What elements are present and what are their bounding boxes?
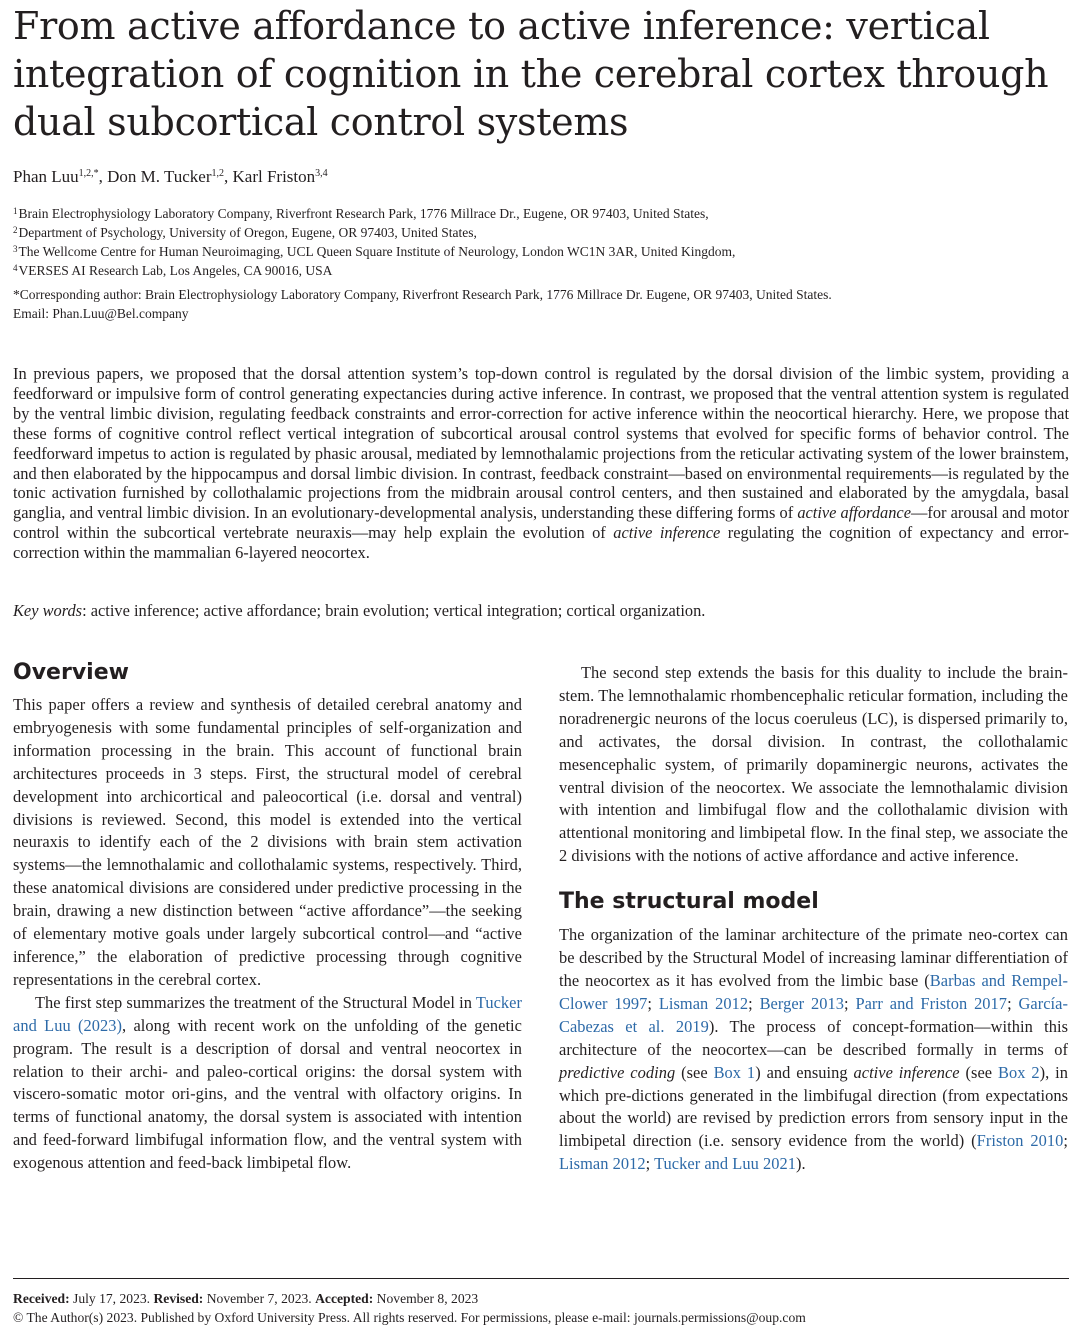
corresponding-author-email[interactable]: Email: Phan.Luu@Bel.company: [13, 306, 189, 321]
keywords-text: active inference; active affordance; brain evolution; vertical integration; cortical organization.: [90, 601, 706, 620]
author-name: Don M. Tucker: [107, 167, 212, 186]
corresponding-author: [13, 285, 832, 323]
footer-divider: [13, 1278, 1069, 1279]
box-link[interactable]: Box 1: [713, 1062, 756, 1082]
structural-model-paragraph: The organization of the laminar architecture of the primate neo-cortex can be described by the Structural Model of increasing laminar differentiation of the neocortex as it has evolved from the limbic base (Barbas and Rempel-Clower 1997; Lisman 2012; Berger 2013; Parr and Friston 2017; García-Cabezas et al. 2019). The process of concept-formation—within this architecture of the neocortex—can be described formally in terms of predictive coding (see Box 1) and ensuing active inference (see Box 2), in which pre-dictions generated in the limbifugal direction (from expectations about the world) are revised by prediction errors from sensory input in the limbipetal direction (i.e. sensory evidence from the world) (Friston 2010; Lisman 2012; Tucker and Luu 2021).: [559, 925, 1068, 1174]
citation-link[interactable]: Parr and Friston 2017: [855, 993, 1008, 1013]
section-heading-structural-model: The structural model: [559, 889, 819, 915]
affiliation-item: $^2$Department of Psychology, University of Oregon, Eugene, OR 97403, United States,: [13, 225, 477, 240]
citation-link[interactable]: Berger 2013: [759, 993, 844, 1013]
citation-link[interactable]: Tucker and Luu 2021: [654, 1154, 796, 1174]
author-affiliation-marker: 3,4: [315, 168, 328, 179]
abstract: In previous papers, we proposed that the dorsal attention system’s top-down control is regulated by the dorsal division of the limbic system, providing a feedforward or impulsive form of control generating expectancies during active inference. In contrast, we proposed that the ventral attention system is regulated by the ventral limbic division, regulating feedback constraints and error-correction for active inference within the neocortical hierarchy. Here, we propose that these forms of cognitive control reflect vertical integration of subcortical arousal control systems that evolved for specific forms of behavior control. The feedforward impetus to action is regulated by phasic arousal, mediated by lemnothalamic projections from the reticular activating system of the lower brainstem, and then elaborated by the hippocampus and dorsal limbic division. In contrast, feedback constraint—based on environmental requirements—is regulated by the tonic activation furnished by collothalamic projections from the midbrain arousal control centers, and then sustained and elaborated by the amygdala, basal ganglia, and ventral limbic division. In an evolutionary-developmental analysis, understanding these differing forms of active affordance—for arousal and motor control within the subcortical vertebrate neuraxis—may help explain the evolution of active inference regulating the cognition of expectancy and error-correction within the mammalian 6-layered neocortex.: [13, 364, 1070, 563]
keywords-label: Key words: [13, 601, 83, 620]
affiliation-item: $^1$Brain Electrophysiology Laboratory Company, Riverfront Research Park, 1776 Millrace Dr., Eugene, OR 97403, United States,: [13, 206, 709, 221]
left-column: [13, 658, 522, 1175]
article-title: From active affordance to active inference: vertical integration of cognition in the cerebral cortex through dual subcortical control systems: [13, 4, 1049, 144]
copyright-notice: © The Author(s) 2023. Published by Oxford University Press. All rights reserved. For permissions, please e-mail: journals.permissions@oup.com: [13, 1310, 806, 1325]
author-list: Phan Luu$^{1,2,*}$, Don M. Tucker$^{1,2}$, Karl Friston$^{3,4}$: [13, 167, 328, 186]
citation-link[interactable]: Lisman 2012: [658, 993, 749, 1013]
author-name: Karl Friston: [232, 167, 316, 186]
author-affiliation-marker: 1,2,*: [78, 168, 99, 179]
overview-paragraph: The second step extends the basis for this duality to include the brain-stem. The lemnothalamic rhombencephalic reticular formation, including the noradrenergic neurons of the locus coeruleus (LC), is dispersed primarily to, and activates, the dorsal division. In contrast, the collothalamic mesencephalic system, of primarily dopaminergic neurons, activates the ventral division of the neocortex. We associate the lemnothalamic division with intention and limbifugal flow and the collothalamic division with attentional monitoring and limbipetal flow. In the final step, we associate the 2 divisions with the notions of active affordance and active inference.: [559, 663, 1068, 866]
citation-link[interactable]: Tucker and Luu (2023): [13, 992, 522, 1035]
overview-paragraph: The first step summarizes the treatment of the Structural Model in Tucker and Luu (2023), along with recent work on the unfolding of the genetic program. The result is a description of dorsal and ventral neocortex in relation to their archi- and paleo-cortical origins: the dorsal system with viscero-somatic motor ori-gins, and the ventral with olfactory origins. In terms of functional anatomy, the dorsal system is associated with intention and feed-forward limbifugal information flow, and the ventral system with exogenous attention and feed-back limbipetal flow.: [13, 992, 522, 1173]
affiliation-item: $^4$VERSES AI Research Lab, Los Angeles, CA 90016, USA: [13, 263, 333, 278]
citation-link[interactable]: Lisman 2012: [559, 1154, 646, 1174]
affiliation-item: $^3$The Wellcome Centre for Human Neuroimaging, UCL Queen Square Institute of Neurology, London WC1N 3AR, United Kingdom,: [13, 244, 736, 259]
corresponding-author-address: *Corresponding author: Brain Electrophysiology Laboratory Company, Riverfront Research Park, 1776 Millrace Dr. Eugene, OR 97403, United States.: [13, 287, 832, 302]
publication-footer: [13, 1289, 1069, 1327]
affiliation-list: [13, 204, 735, 280]
author-name: Phan Luu: [13, 167, 79, 186]
section-heading-overview: Overview: [13, 660, 129, 685]
publication-dates: Received: July 17, 2023. Revised: November 7, 2023. Accepted: November 8, 2023: [13, 1291, 479, 1306]
author-affiliation-marker: 1,2: [211, 168, 225, 179]
overview-paragraph: This paper offers a review and synthesis of detailed cerebral anatomy and embryogenesis with some fundamental principles of self-organization and information processing in the brain. This account of functional brain architectures proceeds in 3 steps. First, the structural model of cerebral development into archicortical and paleocortical (i.e. dorsal and ventral) divisions is reviewed. Second, this model is extended into the vertical neuraxis to identify each of the 2 divisions with brain stem activation systems—the lemnothalamic and collothalamic systems, respectively. Third, these anatomical divisions are considered under predictive processing in the brain, drawing a new distinction between “active affordance”—the seeking of elementary motive goals under largely subcortical control—and “active inference,” the elaboration of predictive processing through cognitive representations in the cerebral cortex.: [13, 695, 522, 989]
citation-link[interactable]: Friston 2010: [976, 1131, 1064, 1151]
right-column: [559, 658, 1068, 1176]
citation-link[interactable]: Barbas and Rempel-Clower 1997: [559, 970, 1068, 1013]
box-link[interactable]: Box 2: [998, 1062, 1040, 1082]
keywords: Key words: active inference; active affordance; brain evolution; vertical integration; cortical organization.: [13, 601, 706, 620]
citation-link[interactable]: García-Cabezas et al. 2019: [559, 993, 1068, 1036]
